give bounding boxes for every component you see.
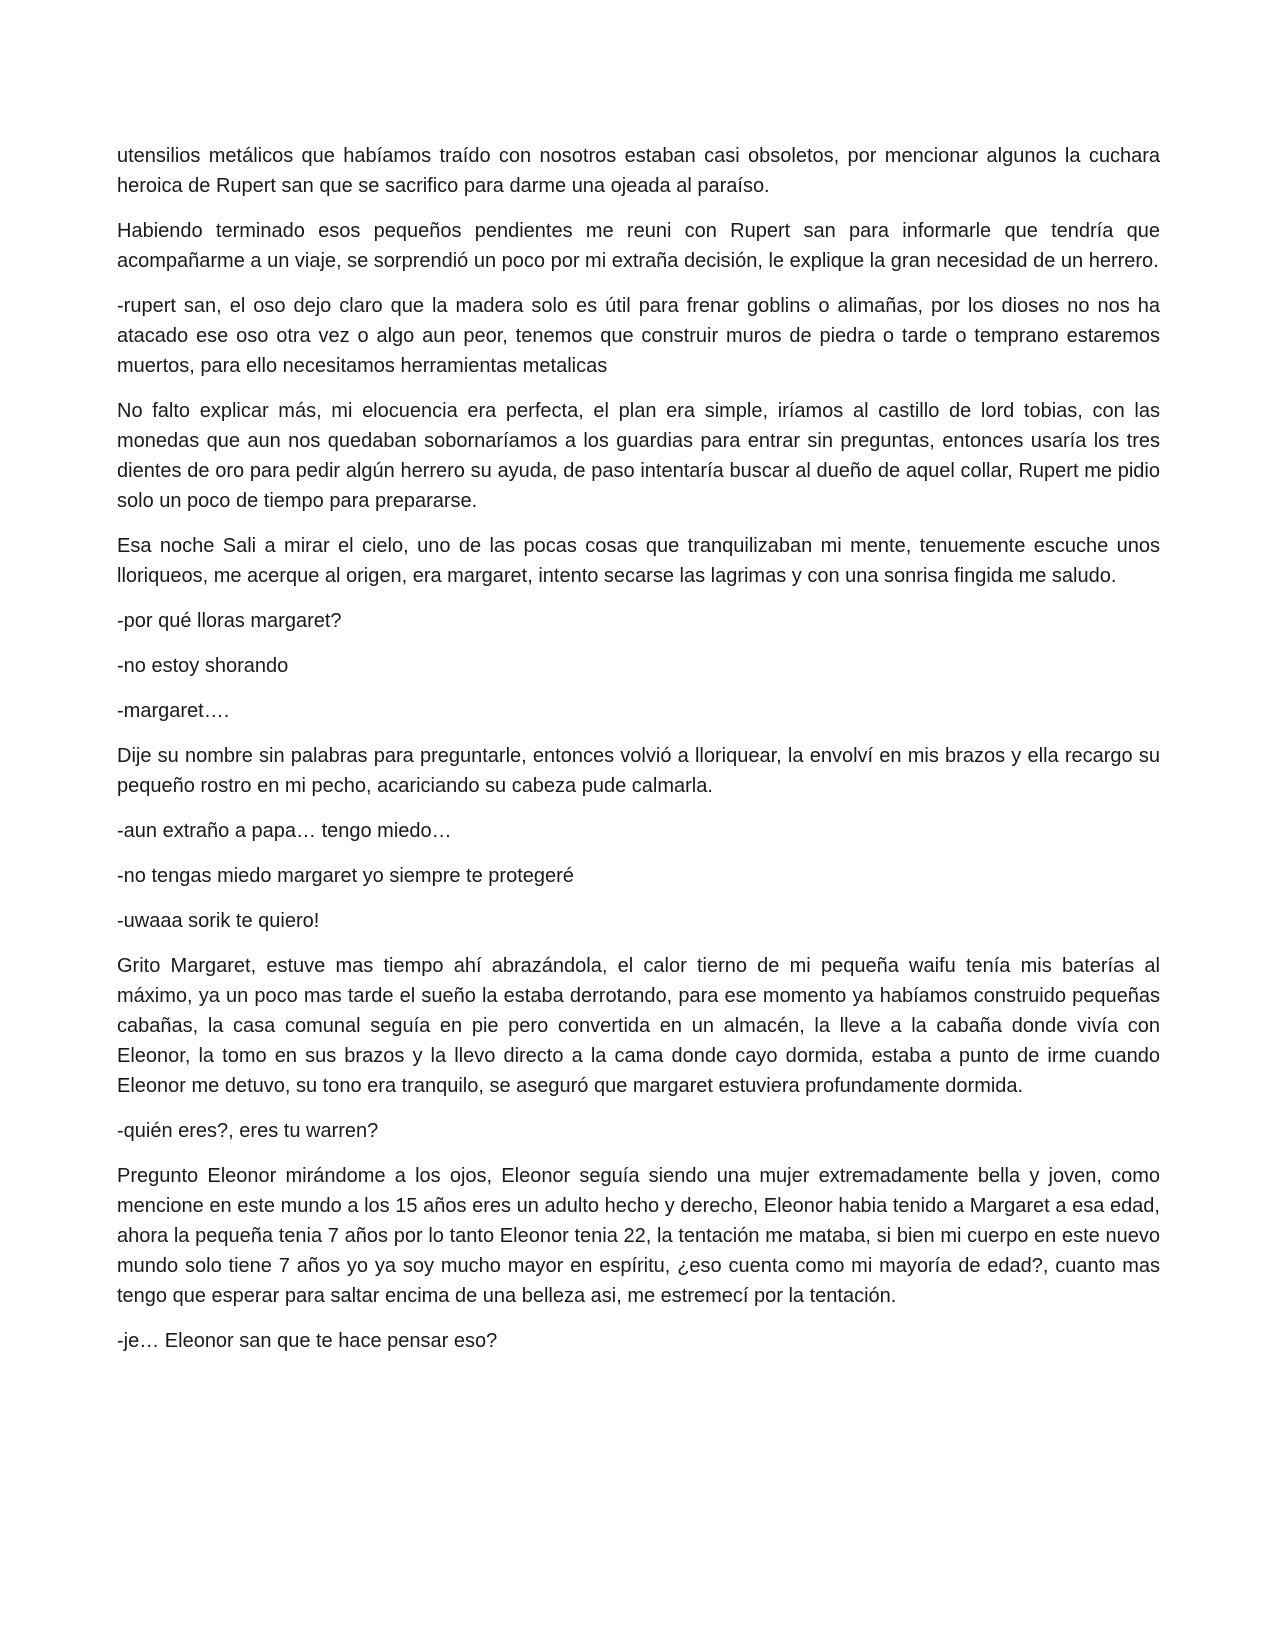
paragraph: Dije su nombre sin palabras para preguntarle, entonces volvió a lloriquear, la envolví en mis brazos y ella recargo su pequeño rostro en mi pecho, acariciando su cabeza pude calmarla. — [117, 745, 1160, 797]
dialogue-line: -no estoy shorando — [117, 655, 289, 677]
dialogue-line: -je… Eleonor san que te hace pensar eso? — [117, 1330, 498, 1352]
paragraph: Habiendo terminado esos pequeños pendientes me reuni con Rupert san para informarle que tendría que acompañarme a un viaje, se sorprendió un poco por mi extraña decisión, le explique la gran necesidad de un herrero. — [117, 220, 1160, 272]
dialogue-line: -por qué lloras margaret? — [117, 610, 342, 632]
dialogue-line: -aun extraño a papa… tengo miedo… — [117, 820, 452, 842]
paragraph: Grito Margaret, estuve mas tiempo ahí abrazándola, el calor tierno de mi pequeña waifu tenía mis baterías al máximo, ya un poco mas tarde el sueño la estaba derrotando, para ese momento ya habíamos construido pequeñas cabañas, la casa comunal seguía en pie pero convertida en un almacén, la lleve a la cabaña donde vivía con Eleonor, la tomo en sus brazos y la llevo directo a la cama donde cayo dormida, estaba a punto de irme cuando Eleonor me detuvo, su tono era tranquilo, se aseguró que margaret estuviera profundamente dormida. — [117, 955, 1160, 1097]
dialogue-line: -no tengas miedo margaret yo siempre te protegeré — [117, 865, 574, 887]
paragraph: Pregunto Eleonor mirándome a los ojos, Eleonor seguía siendo una mujer extremadamente bella y joven, como mencione en este mundo a los 15 años eres un adulto hecho y derecho, Eleonor habia tenido a Margaret a esa edad, ahora la pequeña tenia 7 años por lo tanto Eleonor tenia 22, la tentación me mataba, si bien mi cuerpo en este nuevo mundo solo tiene 7 años yo ya soy mucho mayor en espíritu, ¿eso cuenta como mi mayoría de edad?, cuanto mas tengo que esperar para saltar encima de una belleza asi, me estremecí por la tentación. — [117, 1165, 1160, 1307]
document-page — [117, 141, 1160, 1371]
paragraph: No falto explicar más, mi elocuencia era perfecta, el plan era simple, iríamos al castillo de lord tobias, con las monedas que aun nos quedaban sobornaríamos a los guardias para entrar sin preguntas, entonces usaría los tres dientes de oro para pedir algún herrero su ayuda, de paso intentaría buscar al dueño de aquel collar, Rupert me pidio solo un poco de tiempo para prepararse. — [117, 400, 1160, 512]
paragraph: Esa noche Sali a mirar el cielo, uno de las pocas cosas que tranquilizaban mi mente, tenuemente escuche unos lloriqueos, me acerque al origen, era margaret, intento secarse las lagrimas y con una sonrisa fingida me saludo. — [117, 535, 1160, 587]
paragraph: -rupert san, el oso dejo claro que la madera solo es útil para frenar goblins o alimañas, por los dioses no nos ha atacado ese oso otra vez o algo aun peor, tenemos que construir muros de piedra o tarde o temprano estaremos muertos, para ello necesitamos herramientas metalicas — [117, 295, 1160, 377]
paragraph: utensilios metálicos que habíamos traído con nosotros estaban casi obsoletos, por mencionar algunos la cuchara heroica de Rupert san que se sacrifico para darme una ojeada al paraíso. — [117, 145, 1160, 197]
dialogue-line: -quién eres?, eres tu warren? — [117, 1120, 379, 1142]
dialogue-line: -uwaaa sorik te quiero! — [117, 910, 320, 932]
dialogue-line: -margaret…. — [117, 700, 230, 722]
